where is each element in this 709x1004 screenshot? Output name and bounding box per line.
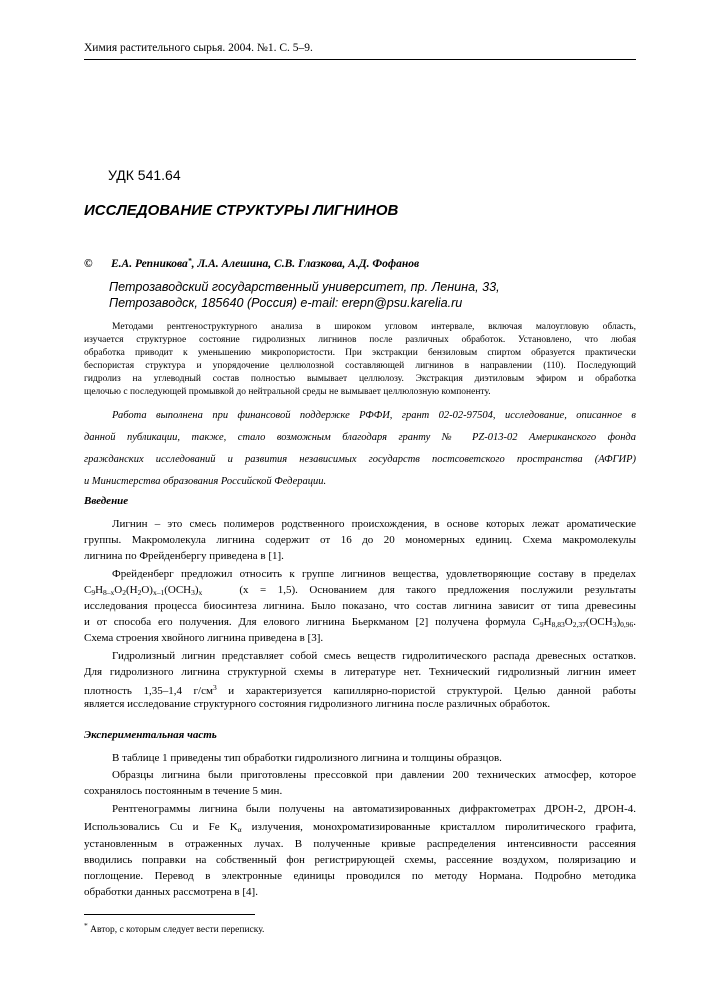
footnote xyxy=(84,921,264,935)
formula-h: H xyxy=(543,616,552,628)
funding-line: гражданских исследований и развития независимых государств постсоветского пространства (АФГИР) xyxy=(84,454,636,465)
formula-sub: 9 xyxy=(539,620,544,629)
body-line: лигнина по Фрейденбергу приведена в [1]. xyxy=(84,550,284,562)
body-line: исследования процесса биосинтеза лигнина. Было показано, что состав лигнина зависит от типа древесины xyxy=(84,600,636,612)
formula-lead-text: и от способа его получения. Для елового лигнина Бьеркманом [2] получена формула C xyxy=(84,616,540,628)
formula-after-text: Основанием для такого предложения послужили результаты xyxy=(309,584,637,596)
formula-sub: 3 xyxy=(612,620,617,629)
formula-sub: x–1 xyxy=(152,588,165,597)
abstract-line: Методами рентгеноструктурного анализа в широком угловом интервале, включая малоугловую область, xyxy=(112,322,636,332)
formula-end: . xyxy=(633,616,636,628)
body-line: является исследование структурного состояния гидролизного лигнина после различных обработок. xyxy=(84,698,551,710)
copyright-symbol: © xyxy=(84,258,93,270)
affiliation-line: Петрозаводский государственный университет, пр. Ленина, 33, xyxy=(109,280,500,294)
body-line: Образцы лигнина были приготовлены прессовкой при давлении 200 технических атмосфер, которое xyxy=(112,769,636,781)
abstract-line: гидролиз на углеводный состав полностью вымывает целлюлозу. Экстракция диэтиловым эфиром и обработка xyxy=(84,374,636,384)
body-line: Фрейденберг предложил относить к группе лигнинов вещества, удовлетворяющие составу в пределах xyxy=(112,568,636,580)
body-line: В таблице 1 приведены тип обработки гидролизного лигнина и толщины образцов. xyxy=(112,752,502,764)
article-title: ИССЛЕДОВАНИЕ СТРУКТУРЫ ЛИГНИНОВ xyxy=(84,202,399,219)
formula-och-end: ) xyxy=(194,584,199,596)
body-line: Схема строения хвойного лигнина приведена в [3]. xyxy=(84,632,324,644)
body-line: Гидролизный лигнин представляет собой смесь веществ гидролитического распада древесных остатков. xyxy=(112,650,636,662)
density-unit-sup: 3 xyxy=(212,683,217,692)
body-line: вводились поправки на собственный фон регистрирующей схемы, рассеяние воздухом, поляризацию и xyxy=(84,854,636,866)
formula-range: (x = 1,5). xyxy=(239,584,298,596)
formula-sub: x xyxy=(198,588,203,597)
section-heading-intro: Введение xyxy=(84,495,129,507)
density-text: плотность 1,35–1,4 г/см xyxy=(84,685,213,697)
formula-sub: 8,83 xyxy=(551,620,565,629)
author-first: Е.А. Репникова xyxy=(111,258,188,270)
journal-header: Химия растительного сырья. 2004. №1. С. 5–9. xyxy=(84,42,313,54)
abstract-line: обработка приводит к уменьшению микропористости. При экстракции бензиловым спиртом образуется практически xyxy=(84,348,636,358)
body-line: Для гидролизного лигнина структурной схемы в литературе нет. Технический гидролизный лигнин имеет xyxy=(84,666,636,678)
body-line: Рентгенограммы лигнина были получены на автоматизированных дифрактометрах ДРОН-2, ДРОН-4. xyxy=(112,803,636,815)
abstract-line: изучается структурное состояние гидролизных лигнинов после различных обработок. Установлено, что любая xyxy=(84,335,636,345)
radiation-text: Использовались Cu и Fe K xyxy=(84,821,238,833)
footnote-divider xyxy=(84,914,255,915)
authors-line xyxy=(84,256,419,270)
formula-och-end: ) xyxy=(616,616,621,628)
corresponding-author-mark: * xyxy=(187,256,192,265)
formula-sub: 0,96 xyxy=(620,620,634,629)
udc-code: УДК 541.64 xyxy=(108,167,181,183)
formula-h2o: (H xyxy=(126,584,138,596)
body-line: обработки данных рассмотрена в [4]. xyxy=(84,886,258,898)
formula-sub: 2,37 xyxy=(572,620,586,629)
formula-sub: 3 xyxy=(191,588,195,597)
body-line: установленным в отраженных лучах. В полученные кривые распределения интенсивности рассеяния xyxy=(84,838,636,850)
formula-c: C xyxy=(84,584,92,596)
density-after-text: и характеризуется капиллярно-пористой структурой. Целью данной работы xyxy=(216,685,636,697)
radiation-after-text: излучения, монохроматизированные кристаллом пиролитического графита, xyxy=(241,821,637,833)
formula-och: (OCH xyxy=(585,616,613,628)
formula-sub: 2 xyxy=(122,588,126,597)
formula-och: (OCH xyxy=(164,584,192,596)
formula-o: O xyxy=(114,584,123,596)
body-line: сохранялось постоянным в течение 5 мин. xyxy=(84,785,283,797)
abstract-line: щелочью с последующей промывкой до нейтральной среды не вымывает целлюлозную компоненту. xyxy=(84,387,491,397)
body-line: группы. Макромолекула лигнина содержит от 16 до 20 мономерных единиц. Схема макромолекулы xyxy=(84,534,636,546)
footnote-text: Автор, с которым следует вести переписку. xyxy=(87,925,265,935)
formula-sub: 8–x xyxy=(103,588,115,597)
footnote-mark: * xyxy=(84,921,88,930)
formula-sub: 2 xyxy=(137,588,142,597)
authors-rest: , Л.А. Алешина, С.В. Глазкова, А.Д. Фофанов xyxy=(191,258,420,270)
body-line: Лигнин – это смесь полимеров родственного происхождения, в основе которых лежат ароматические xyxy=(112,518,636,530)
section-heading-experimental: Экспериментальная часть xyxy=(84,729,217,741)
abstract-line: беспористая структура и упорядочение целлюлозной составляющей лигнинов в направлении (110). Последующий xyxy=(84,361,636,371)
formula-h2o-end: O) xyxy=(141,584,153,596)
funding-line: Работа выполнена при финансовой поддержке РФФИ, грант 02-02-97504, исследование, описанное в xyxy=(112,410,636,421)
affiliation-line: Петрозаводск, 185640 (Россия) e-mail: erepn@psu.karelia.ru xyxy=(109,296,463,310)
alpha-subscript: α xyxy=(237,825,242,834)
formula-o: O xyxy=(564,616,573,628)
header-divider xyxy=(84,59,636,60)
funding-line: данной публикации, также, стало возможным благодаря гранту № PZ-013-02 Американского фонда xyxy=(84,432,636,443)
funding-line: и Министерства образования Российской Федерации. xyxy=(84,476,327,487)
formula-h: H xyxy=(95,584,104,596)
formula-sub: 9 xyxy=(91,588,96,597)
body-line: поглощение. Перевод в электронные единицы проводился по методу Нормана. Подробно методика xyxy=(84,870,636,882)
